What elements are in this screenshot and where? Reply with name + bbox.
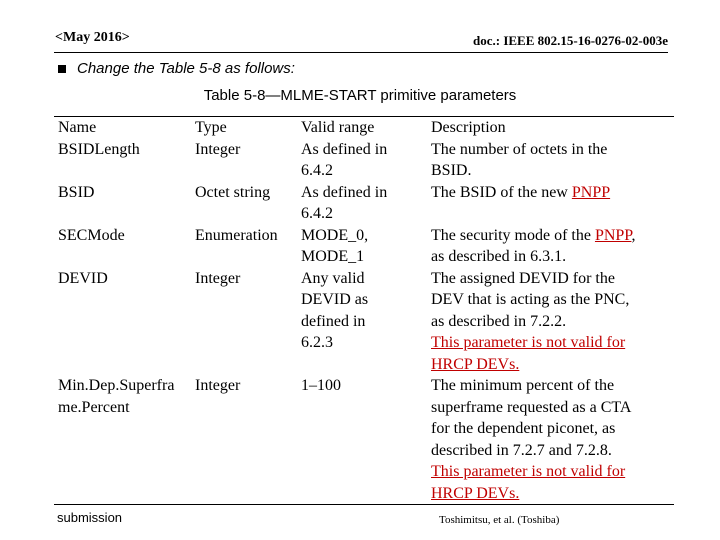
table-row: [54, 225, 674, 268]
cell-description: [431, 225, 674, 247]
header-rule: [54, 52, 668, 53]
cell-range: defined in: [301, 312, 366, 330]
cell-description: as described in 6.3.1.: [431, 248, 567, 265]
cell-type: Integer: [195, 377, 241, 394]
cell-range: 6.2.3: [301, 334, 333, 351]
cell-type: Octet string: [195, 183, 271, 201]
cell-description: superframe requested as a CTA: [431, 398, 632, 416]
cell-range: 6.4.2: [301, 205, 333, 222]
cell-range: DEVID as: [301, 291, 369, 308]
pnpp-change-text: PNPP: [571, 183, 611, 201]
hrcp-change-text: This parameter is not valid for: [431, 334, 626, 351]
instruction-text: Change the Table 5-8 as follows:: [77, 60, 295, 77]
col-header-type: Type: [195, 119, 227, 136]
col-header-name: Name: [58, 119, 97, 136]
footer-submission: submission: [57, 510, 123, 525]
table-row: [54, 375, 674, 505]
cell-range: As defined in: [301, 140, 388, 158]
desc-text: ,: [631, 226, 636, 244]
cell-range: 6.4.2: [301, 162, 333, 179]
cell-range: Any valid: [301, 269, 365, 287]
desc-text: The BSID of the new: [431, 183, 572, 201]
cell-range: As defined in: [301, 183, 388, 201]
desc-text: The security mode of the: [431, 226, 595, 244]
cell-name: me.Percent: [58, 398, 130, 416]
footer-authors: Toshimitsu, et al. (Toshiba): [439, 514, 560, 526]
col-header-description: Description: [431, 119, 506, 136]
header-date: <May 2016>: [55, 30, 130, 45]
cell-description: The number of octets in the: [431, 140, 608, 158]
table-row: [54, 182, 674, 225]
cell-range: MODE_1: [301, 248, 365, 265]
cell-description: The minimum percent of the: [431, 377, 615, 394]
cell-name: DEVID: [58, 269, 108, 287]
pnpp-change-text: PNPP: [594, 226, 632, 244]
hrcp-change-text: HRCP DEVs.: [431, 355, 520, 373]
table-caption: Table 5-8—MLME-START primitive parameters: [203, 87, 517, 104]
parameters-table: [54, 116, 674, 505]
cell-range: MODE_0,: [301, 226, 369, 244]
hrcp-change-text: This parameter is not valid for: [431, 463, 626, 480]
cell-description: described in 7.2.7 and 7.2.8.: [431, 441, 612, 459]
cell-range: 1–100: [301, 377, 341, 394]
cell-description: The assigned DEVID for the: [431, 269, 615, 287]
cell-description: BSID.: [431, 162, 472, 179]
instruction-line: [58, 60, 295, 77]
cell-description: as described in 7.2.2.: [431, 312, 567, 330]
col-header-range: Valid range: [301, 119, 375, 136]
cell-description: for the dependent piconet, as: [431, 420, 616, 437]
cell-type: Enumeration: [195, 226, 278, 244]
cell-name: BSID: [58, 183, 95, 201]
cell-name: SECMode: [58, 226, 125, 244]
header-doc-id: doc.: IEEE 802.15-16-0276-02-003e: [473, 33, 668, 48]
table-row-header: [54, 117, 674, 182]
hrcp-change-text: HRCP DEVs.: [431, 484, 520, 502]
cell-type: Integer: [195, 269, 241, 287]
cell-type: Integer: [195, 140, 241, 158]
cell-name: Min.Dep.Superfra: [58, 377, 175, 394]
cell-description: DEV that is acting as the PNC,: [431, 291, 630, 308]
table-row: [54, 268, 674, 376]
cell-name: BSIDLength: [58, 140, 140, 158]
square-bullet-icon: [58, 65, 66, 73]
cell-description: [431, 182, 674, 204]
